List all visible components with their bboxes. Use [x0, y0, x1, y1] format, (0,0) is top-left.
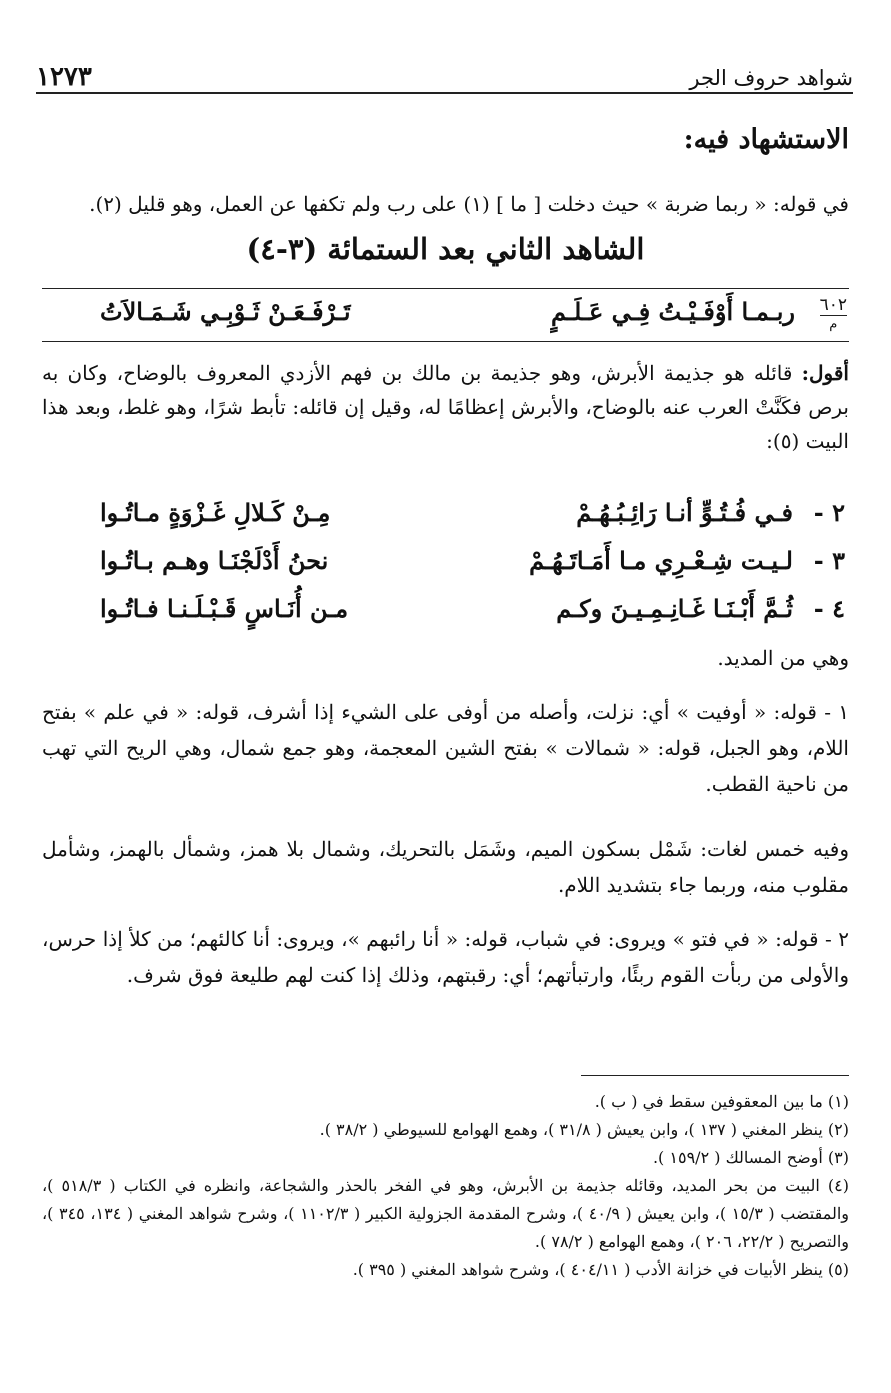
- page-number: ١٢٧٣: [36, 62, 92, 92]
- poem-line: [40, 542, 849, 586]
- poem-line: [40, 494, 849, 538]
- commentary-paragraph: أقول: قائله هو جذيمة الأبرش، وهو جذيمة بن مالك بن فهم الأزدي المعروف بالوضاح، وكان به برص فكَنَّتْ العرب عنه بالوضاح، والأبرش إعظامًا له، وقيل إن قائله: تأبط شرًا، وهو غلط، وبعد هذا البيت (٥):: [42, 361, 849, 453]
- meter-note: وهي من المديد.: [717, 646, 849, 670]
- poem-hemistich-second: نحنُ أَدْلَجْنَـا وهـم بـاتُـوا: [100, 546, 329, 575]
- verse-hemistich-second: تَـرْفَـعَـنْ ثَـوْبِـي شَـمَـالاَتُ: [100, 297, 351, 326]
- verse-hemistich-first: ربـمـا أَوْفَـيْـتُ فِـي عَـلَـمٍ: [551, 297, 795, 326]
- footnote: (٣) أوضح المسالك ( ١٥٩/٢ ).: [652, 1148, 849, 1167]
- witness-heading: الشاهد الثاني بعد الستمائة (٣-٤): [246, 232, 645, 266]
- verse-number-main: ٦٠٢: [819, 295, 847, 315]
- running-header: [36, 58, 853, 94]
- footnote: (٢) ينظر المغني ( ١٣٧ )، وابن يعيش ( ٣١/٨ )، وهمع الهوامع للسيوطي ( ٣٨/٢ ).: [319, 1120, 849, 1139]
- intro-paragraph: في قوله: « ربما ضربة » حيث دخلت [ ما ] (١) على رب ولم تكفها عن العمل، وهو قليل (٢).: [89, 192, 849, 216]
- poem-hemistich-first: ثُـمَّ أَبْـنَـا غَـانِـمِـيـنَ وكـم: [556, 594, 793, 623]
- verse-number-sub: م: [820, 315, 847, 333]
- poem-line-number: ٣ -: [813, 546, 845, 575]
- verse-number: [820, 297, 847, 333]
- footnote: (١) ما بين المعقوفين سقط في ( ب ).: [594, 1092, 849, 1111]
- main-verse: [42, 288, 849, 342]
- footnote: (٤) البيت من بحر المديد، وقائله جذيمة بن الأبرش، وهو في الفخر بالحذر والشجاعة، وانظره في الكتاب ( ٥١٨/٣ )، والمقتضب ( ١٥/٣ )، وابن يعيش ( ٤٠/٩ )، وشرح المقدمة الجزولية الكبير ( ١١٠٢/٣ )، وشرح شواهد المغني ( ١٣٤، ٣٤٥ )، والتصريح ( ٢٢/٢، ٢٠٦ )، وهمع الهوامع ( ٧٨/٢ ).: [42, 1176, 850, 1251]
- note-two: ٢ - قوله: « في فتو » ويروى: في شباب، قوله: « أنا رائبهم »، ويروى: أنا كالئهم؛ من كلأ إذا حرس، والأولى من ربأت القوم ربئًا، وارتبأتهم؛ أي: رقبتهم، وذلك إذا كنت لهم طليعة فوق شرف.: [42, 927, 849, 987]
- poem-line-number: ٤ -: [813, 594, 845, 623]
- header-title: شواهد حروف الجر: [689, 66, 853, 90]
- poem-hemistich-second: مِـنْ كَـلالِ غَـزْوَةٍ مـاتُـوا: [100, 498, 331, 527]
- poem-line: [40, 590, 849, 634]
- footnote-divider: [581, 1075, 849, 1076]
- poem-hemistich-first: لـيـت شِـعْـرِي مـا أَمَـاتَـهُـمْ: [529, 546, 793, 575]
- dialects-paragraph: وفيه خمس لغات: شَمْل بسكون الميم، وشَمَل بالتحريك، وشمال بلا همز، وشمأل بالهمز، وشأمل مقلوب منه، وربما جاء بتشديد اللام.: [42, 837, 849, 897]
- commentary-lead: أقول:: [801, 361, 849, 385]
- note-one: ١ - قوله: « أوفيت » أي: نزلت، وأصله من أوفى على الشيء إذا أشرف، قوله: « في علم » بفتح اللام، وهو الجبل، قوله: « شمالات » بفتح الشين المعجمة، وهو جمع شمال، وهي الريح التي تهب من ناحية القطب.: [42, 700, 849, 796]
- poem-line-number: ٢ -: [813, 498, 845, 527]
- footnote: (٥) ينظر الأبيات في خزانة الأدب ( ٤٠٤/١١ )، وشرح شواهد المغني ( ٣٩٥ ).: [352, 1260, 849, 1279]
- poem-hemistich-second: مـن أُنَـاسٍ قَـبْـلَـنـا فـاتُـوا: [100, 594, 349, 623]
- footnotes: [42, 1088, 849, 1284]
- section-heading: الاستشهاد فيه:: [683, 124, 849, 155]
- poem-hemistich-first: فـي فُـتُـوٍّ أنـا رَائِـبُـهُـمْ: [576, 498, 793, 527]
